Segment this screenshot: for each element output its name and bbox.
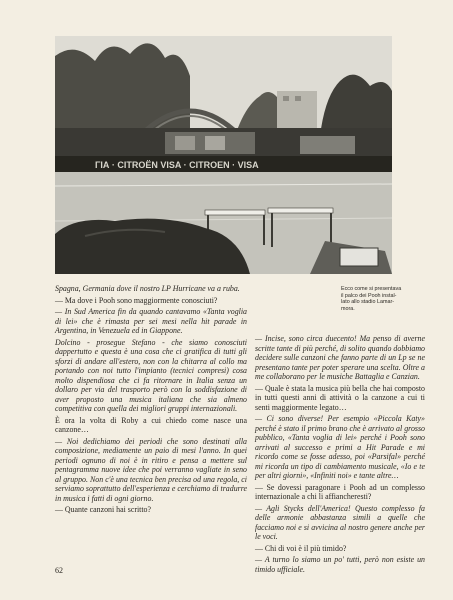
article-column-right [255,334,425,574]
caption-line: mora. [341,305,355,312]
interview-question: — Quante canzoni hai scritto? [55,505,151,514]
article-paragraph: Dolcino - prosegue Stefano - che siamo conosciuti dappertutto e questa è una cosa che ci gratifica di tutti gli sforzi di andare all'estero, non con la chitarra al collo ma portando con noi tutto l'impianto (tecnici compresi) cosa molto dispendiosa che ci fa ritornare in Italia senza un dollaro per via del trasporto però con la soddisfazione di aver proposto una musica italiana che sia almeno competitiva con quella dei migliori gruppi internazionali. [55,337,247,413]
photo-caption [341,286,419,312]
interview-question: — Quale è stata la musica più bella che hai composto in tutti questi anni di attività o la canzone a cui ti senti maggiormente legato… [255,383,425,412]
stage-photo [55,36,392,274]
page-number: 62 [55,566,63,575]
article-paragraph: — A turno lo siamo un po' tutti, però non esiste un timido ufficiale. [255,555,425,574]
article-column-left [55,284,247,515]
interview-question: — Se dovessi paragonare i Pooh ad un complesso internazionale a chi li affiancheresti? [255,482,425,501]
interview-question: — Ma dove i Pooh sono maggiormente conosciuti? [55,295,218,305]
article-paragraph: — Agli Stycks dell'America! Questo complesso fa delle armonie abbastanza simili a quelle che facciamo noi e si avvicina al nostro genere anche per le voci. [255,503,425,541]
article-paragraph: — Incise, sono circa duecento! Ma penso di averne scritte tante di più perché, di solito quando dobbiamo decidere sulle canzoni che fanno parte di un Lp se ne presentano tante per poter sperare una scelta. Oltre a me collaborano per le musiche Battaglia e Canzian. [255,334,425,381]
caption-line: Ecco come si presentava [341,286,402,292]
banner-text: ΓΙΑ · CITROËN VISA · CITROEN · VISA [95,160,259,170]
interview-question: È ora la volta di Roby a cui chiedo come nasce una canzone… [55,415,247,434]
caption-line: lato allo stadio Lamar- [341,299,395,306]
caption-line: il palco dei Pooh instal- [341,292,397,299]
interview-question: — Chi di voi è il più timido? [255,543,347,553]
stadium-stage-image [55,36,392,274]
article-paragraph: — Noi dedichiamo dei periodi che sono destinati alla composizione, mediamente un paio di mesi l'anno. In quei periodi ognuno di noi è in ritiro e pensa a mettere sul pentagramma nuove idee che poi verranno vagliate in seno al gruppo. Non c'è una tecnica ben precisa od una regola, ci serviamo soprattutto dell'esperienza e cerchiamo di tradurre in musica i fatti di ogni giorno. [55,436,247,503]
article-paragraph: Spagna, Germania dove il nostro LP Hurricane va a ruba. [55,284,240,293]
article-paragraph: — Ci sono diverse! Per esempio «Piccola Katy» perché è stato il primo brano che è arrivato al grosso pubblico, «Tanta voglia di lei» perché i Pooh sono arrivati al successo e primi a Hit Parade e mi ricordo come se fosse adesso, poi «Parsifal» perché mi ricorda un tipo di cambiamento musicale, «Io e te per altri giorni», «Infiniti noi» e tante altre… [255,414,425,480]
article-paragraph: — In Sud America fin da quando cantavamo «Tanta voglia di lei» che è rimasta per sei mesi nella hit parade in Argentina, in Venezuela ed in Giappone. [55,307,247,335]
